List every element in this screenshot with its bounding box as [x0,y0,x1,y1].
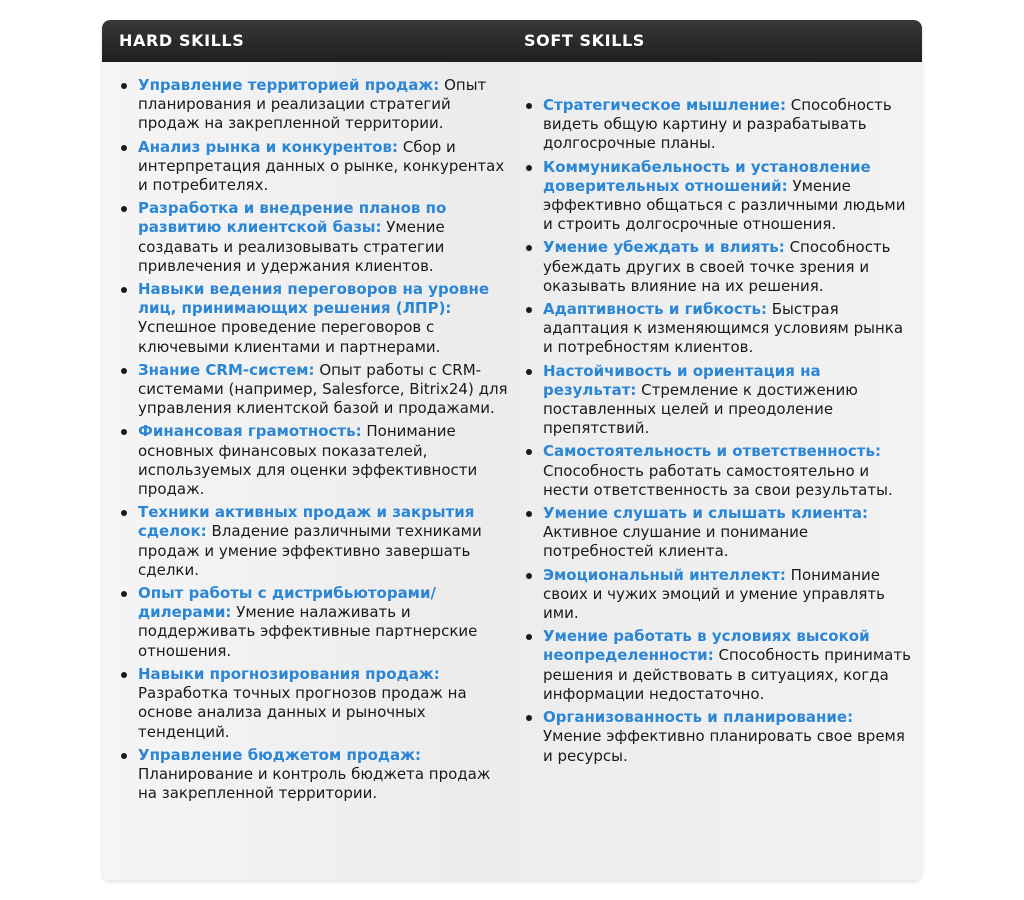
skill-term: Стратегическое мышление: [543,96,786,114]
soft-skill-item [543,442,913,500]
skill-description: Умение эффективно общаться с различными людьми и строить долгосрочные отношения. [543,176,906,234]
skill-term: Адаптивность и гибкость: [543,300,767,319]
skill-description: Опыт планирования и реализации стратегий продаж на закрепленной территории. [138,76,487,133]
soft-skill-item [543,238,913,296]
skill-description: Понимание основных финансовых показателей, используемых для оценки эффективности продаж. [138,422,478,499]
skill-description: Способность видеть общую картину и разрабатывать долгосрочные планы. [543,96,892,153]
skill-description: Умение создавать и реализовывать стратегии привлечения и удержания клиентов. [138,218,445,275]
skill-term: Техники активных продаж и закрытия сделок: [138,503,475,541]
skill-description: Понимание своих и чужих эмоций и умение управлять ими. [543,565,885,623]
hard-skill-item [138,665,508,742]
hard-skills-heading: HARD SKILLS [119,31,245,50]
skill-term: Коммуникабельность и установление доверительных отношений: [543,157,871,195]
hard-skill-item [138,138,508,196]
skill-description: Стремление к достижению поставленных целей и преодоление препятствий. [543,380,858,438]
soft-skill-item [543,362,913,439]
skill-term: Финансовая грамотность: [138,422,362,441]
soft-skill-item [543,504,913,562]
skill-description: Активное слушание и понимание потребностей клиента. [543,523,809,561]
hard-skill-item [138,199,508,276]
skill-term: Знание CRM-систем: [138,360,315,379]
skill-term: Управление территорией продаж: [138,76,440,94]
skill-term: Настойчивость и ориентация на результат: [543,361,821,399]
hard-skill-item [138,76,508,134]
hard-skill-item [138,746,508,804]
soft-skills-column [543,96,913,770]
hard-skill-item [138,361,508,419]
skill-term: Навыки ведения переговоров на уровне лиц, принимающих решения (ЛПР): [138,280,490,318]
hard-skill-item [138,422,508,499]
skill-description: Способность принимать решения и действовать в ситуациях, когда информации недостаточно. [543,646,911,703]
skill-description: Опыт работы с CRM-системами (например, Salesforce, Bitrix24) для управления клиентской базой и продажами. [138,360,508,418]
skill-description: Умение эффективно планировать свое время и ресурсы. [543,727,905,765]
skill-term: Умение убеждать и влиять: [543,238,785,257]
skill-description: Владение различными техниками продаж и умение эффективно завершать сделки. [138,522,482,579]
skill-description: Разработка точных прогнозов продаж на основе анализа данных и рыночных тенденций. [138,684,467,741]
soft-skill-item [543,708,913,766]
soft-skills-heading: SOFT SKILLS [524,31,645,50]
skill-term: Умение слушать и слышать клиента: [543,504,869,523]
soft-skill-item [543,566,913,624]
skill-term: Управление бюджетом продаж: [138,745,422,764]
hard-skill-item [138,584,508,661]
hard-skills-list [138,76,508,803]
skill-term: Самостоятельность и ответственность: [543,442,881,461]
hard-skills-column [138,76,508,807]
skill-description: Способность работать самостоятельно и нести ответственность за свои результаты. [543,461,893,499]
skills-table-header [102,20,922,62]
skill-term: Эмоциональный интеллект: [543,565,786,584]
skill-term: Разработка и внедрение планов по развитию клиентской базы: [138,199,447,237]
hard-skill-item [138,503,508,580]
skills-table-card [102,20,922,880]
soft-skill-item [543,300,913,358]
skill-description: Быстрая адаптация к изменяющимся условиям рынка и потребностям клиентов. [543,300,904,357]
skill-description: Умение налаживать и поддерживать эффективные партнерские отношения. [138,603,478,660]
hard-skill-item [138,280,508,357]
soft-skill-item [543,158,913,235]
soft-skill-item [543,96,913,154]
skill-term: Навыки прогнозирования продаж: [138,664,440,683]
soft-skill-item [543,627,913,704]
skill-description: Сбор и интерпретация данных о рынке, конкурентах и потребителях. [138,137,505,195]
soft-skills-list [543,96,913,766]
skill-description: Успешное проведение переговоров с ключевыми клиентами и партнерами. [138,318,441,356]
skill-description: Способность убеждать других в своей точке зрения и оказывать влияние на их решения. [543,238,891,295]
skill-term: Умение работать в условиях высокой неопределенности: [543,627,870,665]
skill-term: Опыт работы с дистрибьюторами/ дилерами: [138,584,436,622]
skill-term: Организованность и планирование: [543,708,854,727]
skill-term: Анализ рынка и конкурентов: [138,137,399,156]
skill-description: Планирование и контроль бюджета продаж на закрепленной территории. [138,764,491,803]
